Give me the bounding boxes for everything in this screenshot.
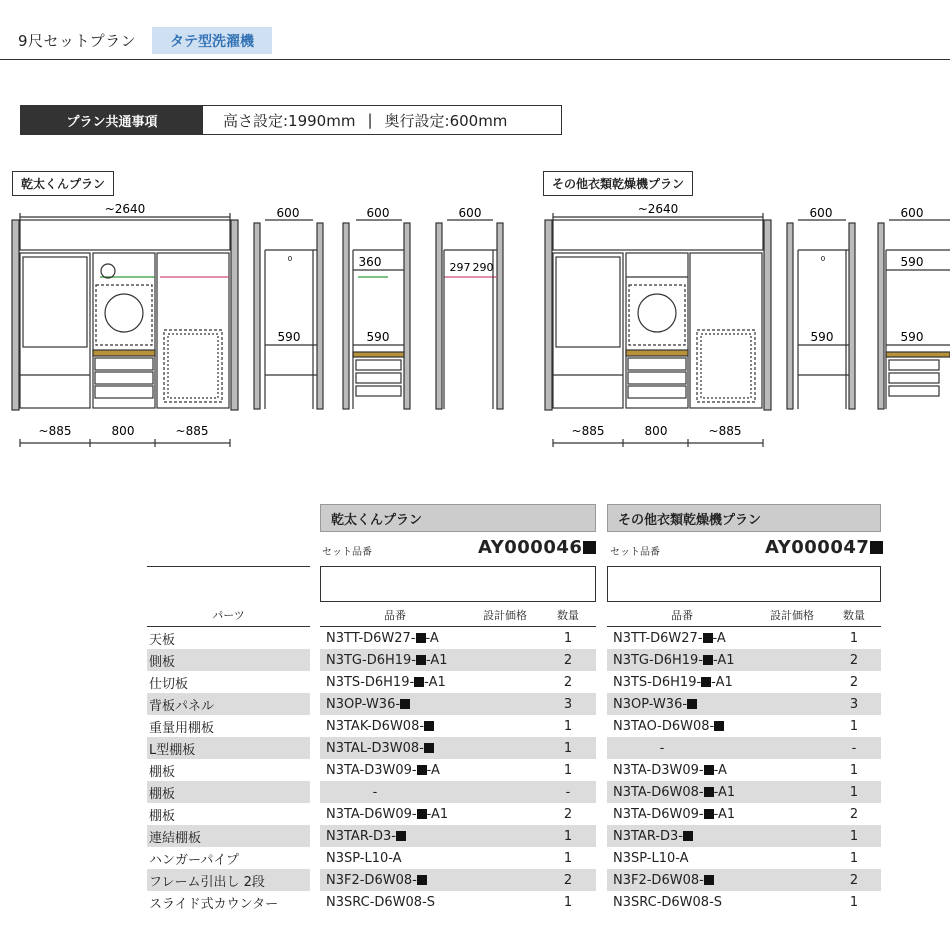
- cell-part: フレーム引出し 2段: [147, 869, 310, 891]
- cell-qty-a: 2: [563, 674, 573, 690]
- table-row: [147, 847, 881, 869]
- category-tag[interactable]: タテ型洗濯機: [152, 27, 272, 54]
- plan-b-set-label: セット品番: [610, 547, 660, 558]
- cell-price-b: [757, 759, 827, 781]
- cell-gap: [596, 627, 607, 650]
- header-divider: [0, 59, 950, 60]
- cell-part: ハンガーパイプ: [149, 852, 239, 868]
- cell-gap: [596, 693, 607, 715]
- plan-b-dim-b2: 800: [644, 424, 668, 438]
- table-row: [147, 671, 881, 693]
- plan-b-front: [545, 213, 771, 447]
- cell-price-a: [470, 649, 540, 671]
- plan-b-dim-i3: 590: [900, 330, 924, 344]
- cell-hinban-b: N3F2-D6W08-: [607, 869, 757, 891]
- cell-qty-a: 1: [563, 630, 573, 646]
- plan-a-dim-i4: 297: [449, 261, 471, 274]
- cell-gap: [596, 759, 607, 781]
- cell-price-a: [470, 825, 540, 847]
- plan-a-dim-b1: ~885: [38, 424, 72, 438]
- cell-gap: [310, 825, 320, 847]
- plan-b-dim-b3: ~885: [708, 424, 742, 438]
- table-row: [147, 759, 881, 781]
- col-qty-b: 数量: [827, 604, 881, 627]
- col-price-a: 設計価格: [470, 604, 540, 627]
- cell-part: 棚板: [149, 808, 176, 824]
- cell-hinban-a: N3TAL-D3W08-: [320, 737, 470, 759]
- cell-gap: [596, 803, 607, 825]
- cell-price-a: [470, 781, 540, 803]
- cell-hinban-a: N3OP-W36-: [320, 693, 470, 715]
- table-plan-a-title: 乾太くんプラン: [320, 504, 596, 532]
- plan-a-dim-d1: 600: [276, 206, 300, 220]
- cell-price-b: [757, 649, 827, 671]
- cell-hinban-b: N3TA-D6W09- -A1: [613, 806, 736, 822]
- table-row: [147, 715, 881, 737]
- spec-bar: [20, 105, 562, 135]
- table-row: [147, 825, 881, 847]
- plan-a-dim-i1: 360: [358, 255, 382, 269]
- cell-gap: [310, 737, 320, 759]
- cell-part: 重量用棚板: [149, 720, 215, 736]
- spec-separator: |: [367, 111, 373, 129]
- cell-qty-b: 1: [849, 894, 859, 910]
- cell-price-a: [470, 627, 540, 650]
- cell-qty-b: -: [827, 737, 881, 759]
- cell-qty-a: 1: [540, 737, 596, 759]
- cell-price-b: [757, 781, 827, 803]
- cell-hinban-b: N3TT-D6W27- -A: [613, 630, 726, 646]
- cell-price-b: [757, 825, 827, 847]
- cell-part: スライド式カウンター: [149, 896, 279, 912]
- cell-qty-b: 2: [849, 674, 859, 690]
- cell-gap: [310, 715, 320, 737]
- cell-price-b: [757, 847, 827, 869]
- cell-gap: [596, 781, 607, 803]
- cell-qty-b: 2: [827, 649, 881, 671]
- cell-part: 棚板: [147, 781, 310, 803]
- cell-hinban-b: N3TS-D6H19- -A1: [613, 674, 733, 690]
- cell-gap: [310, 781, 320, 803]
- cell-hinban-b: N3TAO-D6W08-: [607, 715, 757, 737]
- plan-b-price-box: [607, 566, 881, 602]
- plan-a-side-1: [254, 220, 323, 409]
- plan-a-dim-d3: 600: [458, 206, 482, 220]
- cell-price-a: [470, 759, 540, 781]
- cell-price-a: [470, 715, 540, 737]
- plan-a-side-2: [343, 220, 410, 409]
- plan-b-label: その他衣類乾燥機プラン: [543, 171, 693, 196]
- cell-qty-b: 1: [827, 825, 881, 847]
- plan-drawings: [0, 195, 950, 455]
- spec-label: プラン共通事項: [21, 106, 203, 134]
- plan-a-price-box: [320, 566, 596, 602]
- cell-gap: [596, 671, 607, 693]
- cell-gap: [310, 693, 320, 715]
- cell-gap: [596, 649, 607, 671]
- cell-qty-a: 1: [540, 825, 596, 847]
- cell-price-a: [470, 737, 540, 759]
- cell-qty-a: 1: [563, 850, 573, 866]
- cell-gap: [310, 891, 320, 913]
- cell-hinban-b: N3TA-D6W08- -A1: [607, 781, 757, 803]
- col-hinban-b: 品番: [607, 604, 757, 627]
- cell-qty-b: 2: [849, 806, 859, 822]
- cell-hinban-a: N3TAK-D6W08-: [320, 715, 470, 737]
- plan-a-label: 乾太くんプラン: [12, 171, 114, 196]
- plan-a-set-number: AY000046: [478, 537, 596, 558]
- plan-b-side-1: [787, 220, 855, 409]
- cell-price-b: [757, 737, 827, 759]
- cell-gap: [310, 649, 320, 671]
- plan-b-side-2: [878, 220, 950, 409]
- plan-b-set-number: AY000047: [765, 537, 883, 558]
- table-row: [147, 803, 881, 825]
- cell-qty-a: 1: [563, 718, 573, 734]
- cell-hinban-a: N3TS-D6H19- -A1: [326, 674, 446, 690]
- cell-qty-a: 2: [540, 869, 596, 891]
- plan-a-set-label: セット品番: [322, 547, 372, 558]
- cell-hinban-a: N3TA-D3W09- -A: [326, 762, 440, 778]
- cell-qty-a: 1: [563, 894, 573, 910]
- plan-b-dim-top: ~2640: [637, 202, 679, 216]
- plan-b-dim-d1: 600: [809, 206, 833, 220]
- cell-hinban-b: N3OP-W36-: [607, 693, 757, 715]
- cell-qty-b: 1: [849, 850, 859, 866]
- plan-a-dim-i5: 290: [472, 261, 494, 274]
- parts-blank-box: [147, 566, 310, 602]
- cell-hinban-a: N3TT-D6W27- -A: [326, 630, 439, 646]
- cell-qty-a: 2: [540, 649, 596, 671]
- col-hinban-a: 品番: [320, 604, 470, 627]
- plan-a-dim-i3: 590: [366, 330, 390, 344]
- cell-part: 側板: [147, 649, 310, 671]
- cell-gap: [310, 671, 320, 693]
- cell-hinban-b: N3TA-D3W09- -A: [613, 762, 727, 778]
- table-row: [147, 891, 881, 913]
- col-price-b: 設計価格: [757, 604, 827, 627]
- cell-part: 天板: [149, 632, 176, 648]
- table-row: [147, 869, 881, 891]
- cell-gap: [310, 869, 320, 891]
- plan-a-front: [12, 213, 238, 447]
- spec-height: 高さ設定:1990mm: [223, 111, 356, 130]
- plan-a-dim-top: ~2640: [104, 202, 146, 216]
- plan-a-dim-b2: 800: [111, 424, 135, 438]
- plan-a-dim-d2: 600: [366, 206, 390, 220]
- spec-depth: 奥行設定:600mm: [384, 111, 508, 130]
- cell-gap: [596, 737, 607, 759]
- cell-price-b: [757, 891, 827, 913]
- plan-a-side-3: [436, 220, 503, 409]
- parts-table-body: [147, 627, 881, 914]
- plan-b-dim-zero: 0: [820, 255, 826, 263]
- plan-a-dim-i2: 590: [277, 330, 301, 344]
- cell-gap: [310, 759, 320, 781]
- cell-hinban-a: N3SP-L10-A: [326, 850, 402, 866]
- cell-hinban-b: N3TAR-D3-: [607, 825, 757, 847]
- plan-b-dim-i2: 590: [900, 255, 924, 269]
- plan-b-dim-i1: 590: [810, 330, 834, 344]
- cell-price-a: [470, 803, 540, 825]
- cell-qty-b: 1: [849, 718, 859, 734]
- cell-qty-b: 3: [827, 693, 881, 715]
- cell-qty-a: 3: [540, 693, 596, 715]
- cell-part: L型棚板: [147, 737, 310, 759]
- page-title: 9尺セットプラン: [18, 32, 137, 50]
- table-plan-b-title: その他衣類乾燥機プラン: [607, 504, 881, 532]
- cell-hinban-a: -: [320, 781, 470, 803]
- cell-gap: [310, 627, 320, 650]
- cell-hinban-a: N3F2-D6W08-: [320, 869, 470, 891]
- cell-hinban-b: N3SRC-D6W08-S: [613, 894, 723, 910]
- cell-price-b: [757, 627, 827, 650]
- cell-price-b: [757, 715, 827, 737]
- table-row: [147, 693, 881, 715]
- col-qty-a: 数量: [540, 604, 596, 627]
- cell-hinban-a: N3TAR-D3-: [320, 825, 470, 847]
- table-row: [147, 649, 881, 671]
- cell-hinban-b: -: [607, 737, 757, 759]
- plan-a-dim-zero: 0: [287, 255, 293, 263]
- cell-part: 連結棚板: [147, 825, 310, 847]
- cell-gap: [310, 847, 320, 869]
- cell-part: 背板パネル: [147, 693, 310, 715]
- cell-part: 仕切板: [149, 676, 189, 692]
- cell-gap: [310, 803, 320, 825]
- parts-table: [147, 604, 881, 913]
- cell-price-b: [757, 693, 827, 715]
- cell-price-a: [470, 891, 540, 913]
- plan-b-dim-b1: ~885: [571, 424, 605, 438]
- cell-qty-b: 2: [827, 869, 881, 891]
- cell-price-a: [470, 671, 540, 693]
- cell-gap: [596, 891, 607, 913]
- cell-hinban-b: N3TG-D6H19- -A1: [607, 649, 757, 671]
- cell-hinban-a: N3TG-D6H19- -A1: [320, 649, 470, 671]
- table-row: [147, 737, 881, 759]
- cell-gap: [596, 869, 607, 891]
- cell-gap: [596, 825, 607, 847]
- cell-gap: [596, 715, 607, 737]
- table-row: [147, 781, 881, 803]
- cell-qty-b: 1: [849, 762, 859, 778]
- col-parts: パーツ: [147, 604, 310, 627]
- plan-b-dim-d2: 600: [900, 206, 924, 220]
- cell-gap: [596, 847, 607, 869]
- cell-part: 棚板: [149, 764, 176, 780]
- cell-qty-a: 1: [563, 762, 573, 778]
- cell-hinban-b: N3SP-L10-A: [613, 850, 689, 866]
- cell-hinban-a: N3TA-D6W09- -A1: [326, 806, 449, 822]
- table-row: [147, 627, 881, 650]
- cell-qty-b: 1: [849, 630, 859, 646]
- plan-a-dim-b3: ~885: [175, 424, 209, 438]
- cell-qty-a: 2: [563, 806, 573, 822]
- cell-price-b: [757, 869, 827, 891]
- cell-price-a: [470, 847, 540, 869]
- cell-price-b: [757, 671, 827, 693]
- cell-qty-a: -: [540, 781, 596, 803]
- cell-price-a: [470, 693, 540, 715]
- cell-qty-b: 1: [827, 781, 881, 803]
- cell-hinban-a: N3SRC-D6W08-S: [326, 894, 436, 910]
- cell-price-a: [470, 869, 540, 891]
- cell-price-b: [757, 803, 827, 825]
